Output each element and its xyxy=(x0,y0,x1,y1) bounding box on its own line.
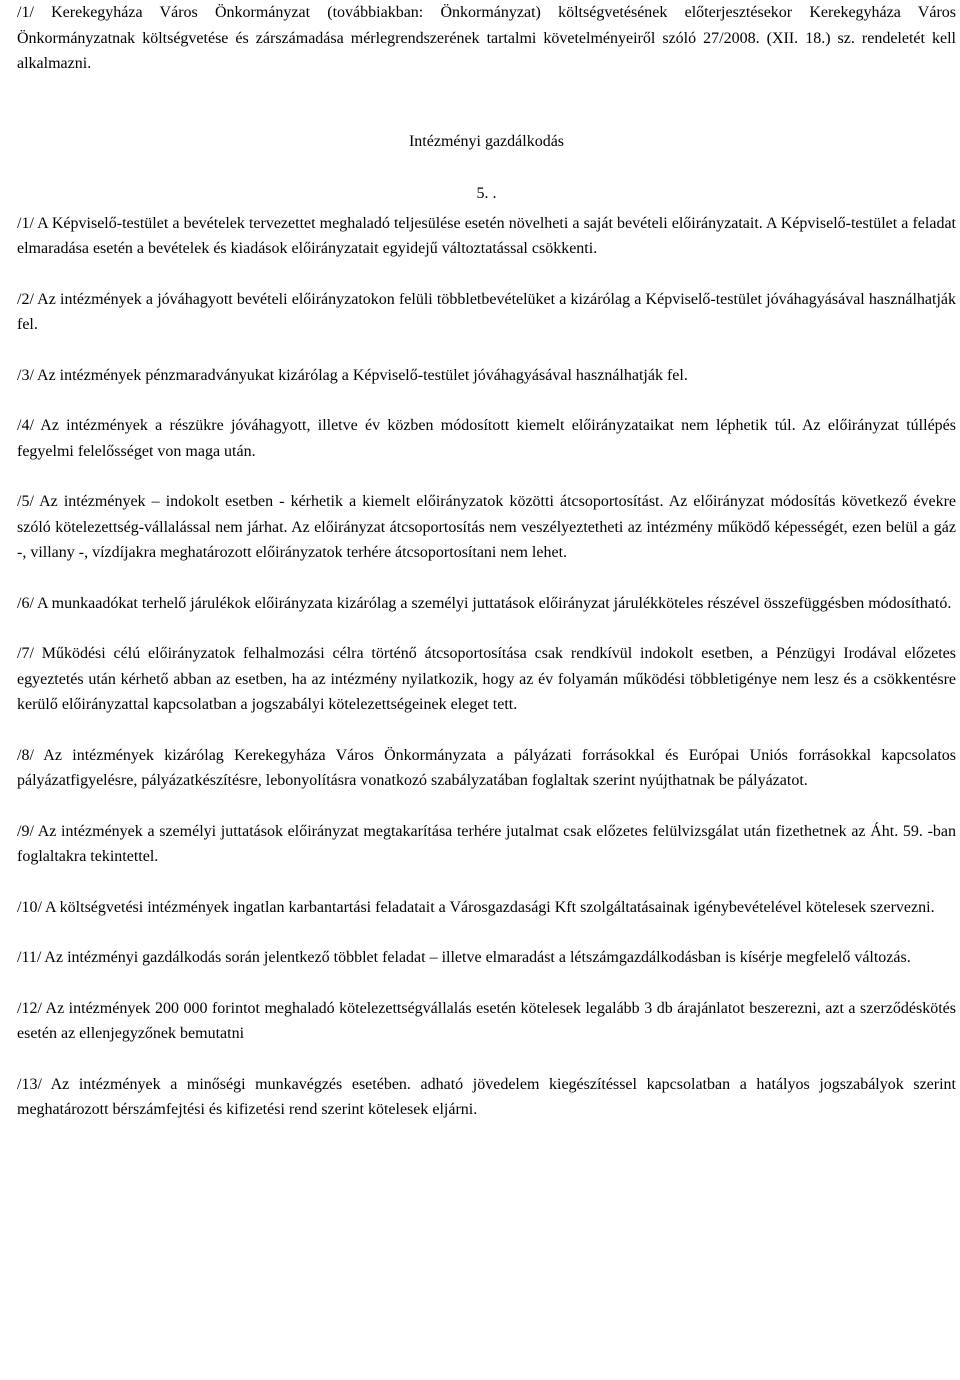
paragraph-3: /3/ Az intézmények pénzmaradványukat kizárólag a Képviselő-testület jóváhagyásával használhatják fel. xyxy=(17,366,688,384)
paragraph-6: /6/ A munkaadókat terhelő járulékok előirányzata kizárólag a személyi juttatások előirányzat járulékköteles részével összefüggésben módosítható. xyxy=(17,594,952,612)
paragraph-9: /9/ Az intézmények a személyi juttatások előirányzat megtakarítása terhére jutalmat csak előzetes felülvizsgálat után fizethetnek az Áht. 59. -ban foglaltakra tekintettel. xyxy=(17,822,956,865)
paragraph-2: /2/ Az intézmények a jóváhagyott bevételi előirányzatokon felüli többletbevételüket a kizárólag a Képviselő-testület jóváhagyásával használhatják fel. xyxy=(17,290,956,333)
paragraph-11: /11/ Az intézményi gazdálkodás során jelentkező többlet feladat – illetve elmaradást a létszámgazdálkodásban is kísérje megfelelő változás. xyxy=(17,949,911,966)
paragraph-1: /1/ A Képviselő-testület a bevételek tervezettet meghaladó teljesülése esetén növelheti a saját bevételi előirányzatait. A Képviselő-testület a feladat elmaradása esetén a bevételek és kiadások előirányzatait egyidejű változtatással csökkenti. xyxy=(17,214,956,257)
section-title: Intézményi gazdálkodás xyxy=(408,132,565,150)
paragraph-5: /5/ Az intézmények – indokolt esetben - kérhetik a kiemelt előirányzatok közötti átcsoportosítást. Az előirányzat módosítás következő évekre szóló kötelezettség-vállalással nem járhat. Az előirányzat átcsoportosítás nem veszélyeztetheti az intézmény működő képességét, ezen belül a gáz -, villany -, vízdíjakra meghatározott előirányzatok terhére átcsoportosítani nem lehet. xyxy=(17,493,956,561)
paragraph-13: /13/ Az intézmények a minőségi munkavégzés esetében. adható jövedelem kiegészítéssel kapcsolatban a hatályos jogszabályok szerint meghatározott bérszámfejtési és kifizetési rend szerint kötelesek eljárni. xyxy=(17,1075,956,1118)
paragraph-7: /7/ Működési célú előirányzatok felhalmozási célra történő átcsoportosítása csak rendkívül indokolt esetben, a Pénzügyi Irodával előzetes egyeztetés után kérhető abban az esetben, ha az intézmény nyilatkozik, hogy az év folyamán működési többletigénye nem lesz és a csökkentésre kerülő előirányzattal kapcsolatban a jogszabályi kötelezettségeinek eleget tett. xyxy=(17,645,956,713)
paragraph-12: /12/ Az intézmények 200 000 forintot meghaladó kötelezettségvállalás esetén kötelesek legalább 3 db árajánlatot beszerezni, azt a szerződéskötés esetén az ellenjegyzőnek bemutatni xyxy=(17,999,956,1042)
paragraph-10: /10/ A költségvetési intézmények ingatlan karbantartási feladatait a Városgazdasági Kft szolgáltatásainak igénybevételével kötelesek szervezni. xyxy=(17,898,935,916)
paragraph-8: /8/ Az intézmények kizárólag Kerekegyháza Város Önkormányzata a pályázati forrásokkal és Európai Uniós forrásokkal kapcsolatos pályázatfigyelésre, pályázatkészítésre, lebonyolításra vonatkozó szabályzatában foglaltak szerint nyújthatnak be pályázatot. xyxy=(17,746,956,789)
paragraph-4: /4/ Az intézmények a részükre jóváhagyott, illetve év közben módosított kiemelt előirányzataikat nem léphetik túl. Az előirányzat túllépés fegyelmi felelősséget von maga után. xyxy=(17,417,956,460)
intro-paragraph: /1/ Kerekegyháza Város Önkormányzat (továbbiakban: Önkormányzat) költségvetésének előterjesztésekor Kerekegyháza Város Önkormányzatnak költségvetése és zárszámadása mérlegrendszerének tartalmi követelményeiről szóló 27/2008. (XII. 18.) sz. rendeletét kell alkalmazni. xyxy=(17,4,956,72)
section-number: 5. . xyxy=(476,184,497,202)
paragraph-list xyxy=(17,211,956,1123)
